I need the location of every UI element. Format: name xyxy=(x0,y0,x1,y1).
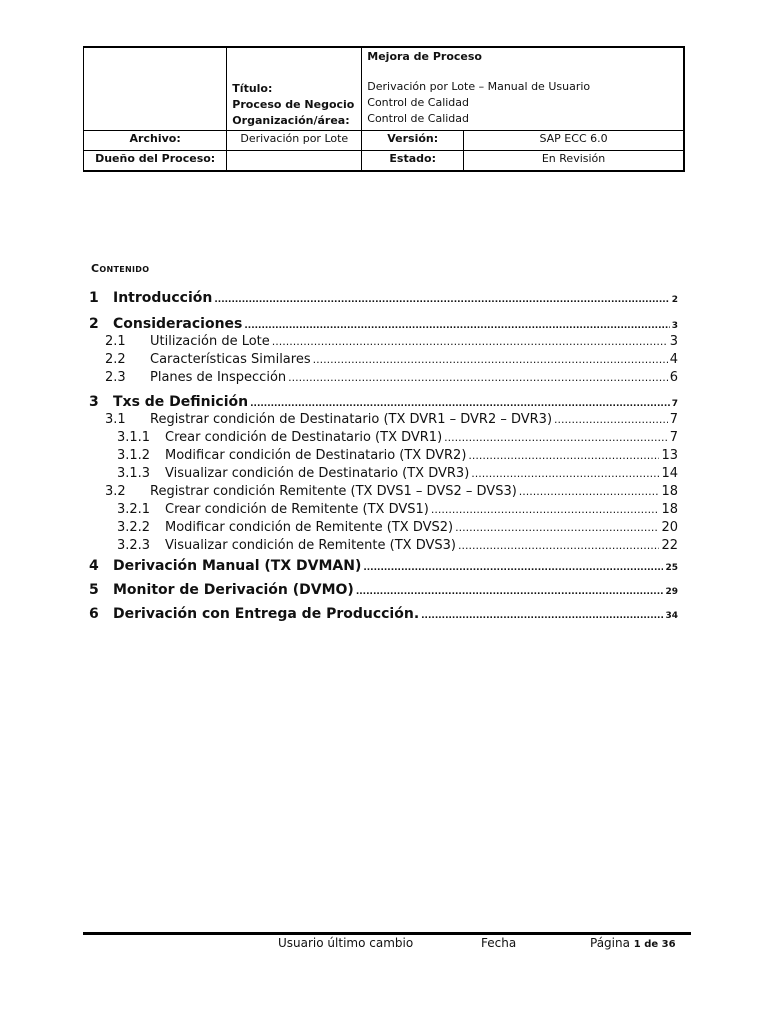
toc-entry-number: 3.2 xyxy=(105,484,126,499)
toc-entry-text: Planes de Inspección xyxy=(150,370,287,385)
toc-entry-page: 18 xyxy=(661,484,678,499)
toc-entry[interactable] xyxy=(89,502,678,517)
improvement-label: Mejora de Proceso xyxy=(367,50,482,63)
file-value: Derivación por Lote xyxy=(227,131,362,151)
toc-entry-page: 7 xyxy=(669,430,678,445)
toc-dot-leader xyxy=(250,399,670,409)
toc-entry[interactable] xyxy=(89,448,678,463)
toc-entry-text: Consideraciones xyxy=(113,316,243,332)
toc-entry[interactable] xyxy=(89,430,678,445)
toc-entry-page: 20 xyxy=(661,520,678,535)
toc-entry[interactable] xyxy=(89,334,678,349)
toc-entry-text: Registrar condición Remitente (TX DVS1 – DVS2 – DVS3) xyxy=(150,484,517,499)
toc-title: Contenido xyxy=(91,262,150,275)
toc-entry-page: 4 xyxy=(669,352,678,367)
toc-entry-number: 3 xyxy=(89,394,99,410)
toc-entry[interactable] xyxy=(89,466,678,481)
toc-entry-page: 22 xyxy=(661,538,678,553)
footer-user-label: Usuario último cambio xyxy=(278,936,414,950)
status-value: En Revisión xyxy=(464,151,684,171)
toc-entry-page: 7 xyxy=(669,412,678,427)
toc-entry-page: 3 xyxy=(669,334,678,349)
toc-entry-text: Derivación Manual (TX DVMAN) xyxy=(113,558,362,574)
footer-page-label: Página xyxy=(590,936,630,950)
toc-dot-leader xyxy=(356,587,664,597)
toc-entry-page: 14 xyxy=(661,466,678,481)
toc-dot-leader xyxy=(288,371,668,384)
org-label: Organización/área: xyxy=(232,114,350,127)
toc-entry[interactable] xyxy=(89,582,678,598)
footer-date-label: Fecha xyxy=(481,936,517,950)
header-values-cell xyxy=(362,47,684,131)
owner-label: Dueño del Proceso: xyxy=(84,151,227,171)
header-logo-cell xyxy=(84,47,227,131)
status-label: Estado: xyxy=(362,151,464,171)
toc-dot-leader xyxy=(363,563,663,573)
toc-entry-text: Modificar condición de Remitente (TX DVS2) xyxy=(165,520,454,535)
toc-entry-text: Utilización de Lote xyxy=(150,334,270,349)
toc-entry-number: 3.1.2 xyxy=(117,448,151,463)
toc-dot-leader xyxy=(421,611,663,621)
file-label: Archivo: xyxy=(84,131,227,151)
toc-entry-number: 3.2.1 xyxy=(117,502,151,517)
toc-entry-page: 13 xyxy=(661,448,678,463)
toc-entry-page: 25 xyxy=(665,563,678,573)
toc-entry-page: 34 xyxy=(665,611,678,621)
process-label: Proceso de Negocio xyxy=(232,98,355,111)
toc-entry[interactable] xyxy=(89,290,678,306)
toc-dot-leader xyxy=(313,353,668,366)
toc-entry-number: 6 xyxy=(89,606,99,622)
toc-entry-number: 2.1 xyxy=(105,334,126,349)
toc-dot-leader xyxy=(444,431,668,444)
process-value: Control de Calidad xyxy=(367,96,470,109)
toc-entry-number: 2 xyxy=(89,316,99,332)
toc-entry-text: Derivación con Entrega de Producción. xyxy=(113,606,420,622)
toc-entry-text: Visualizar condición de Remitente (TX DVS3) xyxy=(165,538,456,553)
toc-entry-text: Características Similares xyxy=(150,352,311,367)
toc-entry-text: Monitor de Derivación (DVMO) xyxy=(113,582,354,598)
toc-entry[interactable] xyxy=(89,316,678,332)
toc-entry-text: Txs de Definición xyxy=(113,394,249,410)
toc-entry-page: 2 xyxy=(671,295,678,305)
toc-entry-text: Registrar condición de Destinatario (TX DVR1 – DVR2 – DVR3) xyxy=(150,412,553,427)
toc-entry[interactable] xyxy=(89,606,678,622)
footer-page xyxy=(590,936,676,950)
toc-entry-number: 2.3 xyxy=(105,370,126,385)
toc-entry[interactable] xyxy=(89,370,678,385)
toc-entry[interactable] xyxy=(89,352,678,367)
toc-entry-number: 4 xyxy=(89,558,99,574)
title-label: Título: xyxy=(232,82,273,95)
toc-entry-number: 3.1.1 xyxy=(117,430,151,445)
toc-entry-text: Introducción xyxy=(113,290,213,306)
toc-dot-leader xyxy=(244,321,669,331)
toc-entry-page: 7 xyxy=(671,399,678,409)
toc-dot-leader xyxy=(431,503,660,516)
toc-entry-page: 6 xyxy=(669,370,678,385)
toc-entry-text: Crear condición de Remitente (TX DVS1) xyxy=(165,502,429,517)
toc-entry-page: 29 xyxy=(665,587,678,597)
toc-dot-leader xyxy=(554,413,668,426)
version-label: Versión: xyxy=(362,131,464,151)
toc-entry-number: 3.2.3 xyxy=(117,538,151,553)
toc-dot-leader xyxy=(214,295,669,305)
toc-dot-leader xyxy=(468,449,659,462)
toc-entry-text: Modificar condición de Destinatario (TX DVR2) xyxy=(165,448,467,463)
toc-entry-text: Crear condición de Destinatario (TX DVR1) xyxy=(165,430,443,445)
footer-page-number: 1 de 36 xyxy=(633,939,676,950)
toc-entry-number: 5 xyxy=(89,582,99,598)
toc-entry-number: 3.1 xyxy=(105,412,126,427)
toc-entry[interactable] xyxy=(89,538,678,553)
toc-dot-leader xyxy=(519,485,660,498)
owner-value xyxy=(227,151,362,171)
toc-entry[interactable] xyxy=(89,394,678,410)
toc-dot-leader xyxy=(272,335,668,348)
header-labels-cell xyxy=(227,47,362,131)
toc-entry[interactable] xyxy=(89,520,678,535)
footer-rule xyxy=(83,932,691,935)
toc-entry-number: 3.2.2 xyxy=(117,520,151,535)
toc-entry[interactable] xyxy=(89,484,678,499)
toc-entry-text: Visualizar condición de Destinatario (TX DVR3) xyxy=(165,466,470,481)
toc-entry[interactable] xyxy=(89,558,678,574)
toc-dot-leader xyxy=(458,539,659,552)
toc-dot-leader xyxy=(455,521,659,534)
version-value: SAP ECC 6.0 xyxy=(464,131,684,151)
title-value: Derivación por Lote – Manual de Usuario xyxy=(367,80,591,93)
toc-entry-number: 3.1.3 xyxy=(117,466,151,481)
toc-entry-page: 3 xyxy=(671,321,678,331)
org-value: Control de Calidad xyxy=(367,112,470,125)
document-header-table xyxy=(83,46,685,172)
toc-entry-number: 2.2 xyxy=(105,352,126,367)
toc-entry-page: 18 xyxy=(661,502,678,517)
toc-entry[interactable] xyxy=(89,412,678,427)
toc-entry-number: 1 xyxy=(89,290,99,306)
toc-dot-leader xyxy=(471,467,659,480)
